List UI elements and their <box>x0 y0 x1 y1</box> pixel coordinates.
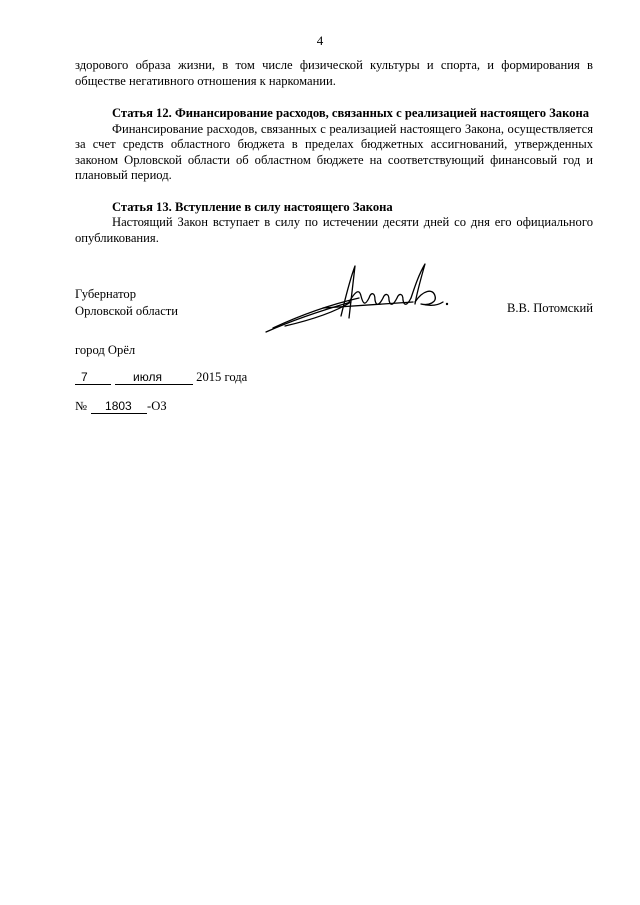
paragraph-continuation: здорового образа жизни, в том числе физической культуры и спорта, и формирования в обществе негативного отношения к наркомании. <box>75 58 593 88</box>
date-year: 2015 года <box>196 370 248 384</box>
article-13-title: Статья 13. Вступление в силу настоящего Закона <box>112 199 393 214</box>
city-line: город Орёл <box>75 343 136 357</box>
page-number: 4 <box>316 33 324 48</box>
article-13-text: Настоящий Закон вступает в силу по истечении десяти дней со дня его официального опубликования. <box>75 215 593 245</box>
governor-name: В.В. Потомский <box>506 301 593 315</box>
article-12-text: Финансирование расходов, связанных с реализацией настоящего Закона, осуществляется за счет средств областного бюджета в пределах бюджетных ассигнований, утвержденных законом Орловской области об областном бюджете на соответствующий финансовый год и плановый период. <box>75 121 593 182</box>
date-line <box>75 370 247 388</box>
handwritten-signature <box>263 262 453 337</box>
governor-title <box>75 286 178 320</box>
governor-title-line1: Губернатор <box>75 287 136 301</box>
document-body <box>75 58 593 246</box>
date-day: 7 <box>75 370 111 385</box>
law-number-line <box>75 399 167 414</box>
number-sign: № <box>75 399 88 413</box>
date-month: июля <box>115 370 193 385</box>
law-number-suffix: -ОЗ <box>147 399 167 413</box>
governor-title-line2: Орловской области <box>75 304 179 318</box>
law-number: 1803 <box>91 399 147 414</box>
signature-block <box>75 286 593 346</box>
article-12-title: Статья 12. Финансирование расходов, связанных с реализацией настоящего Закона <box>112 106 590 120</box>
